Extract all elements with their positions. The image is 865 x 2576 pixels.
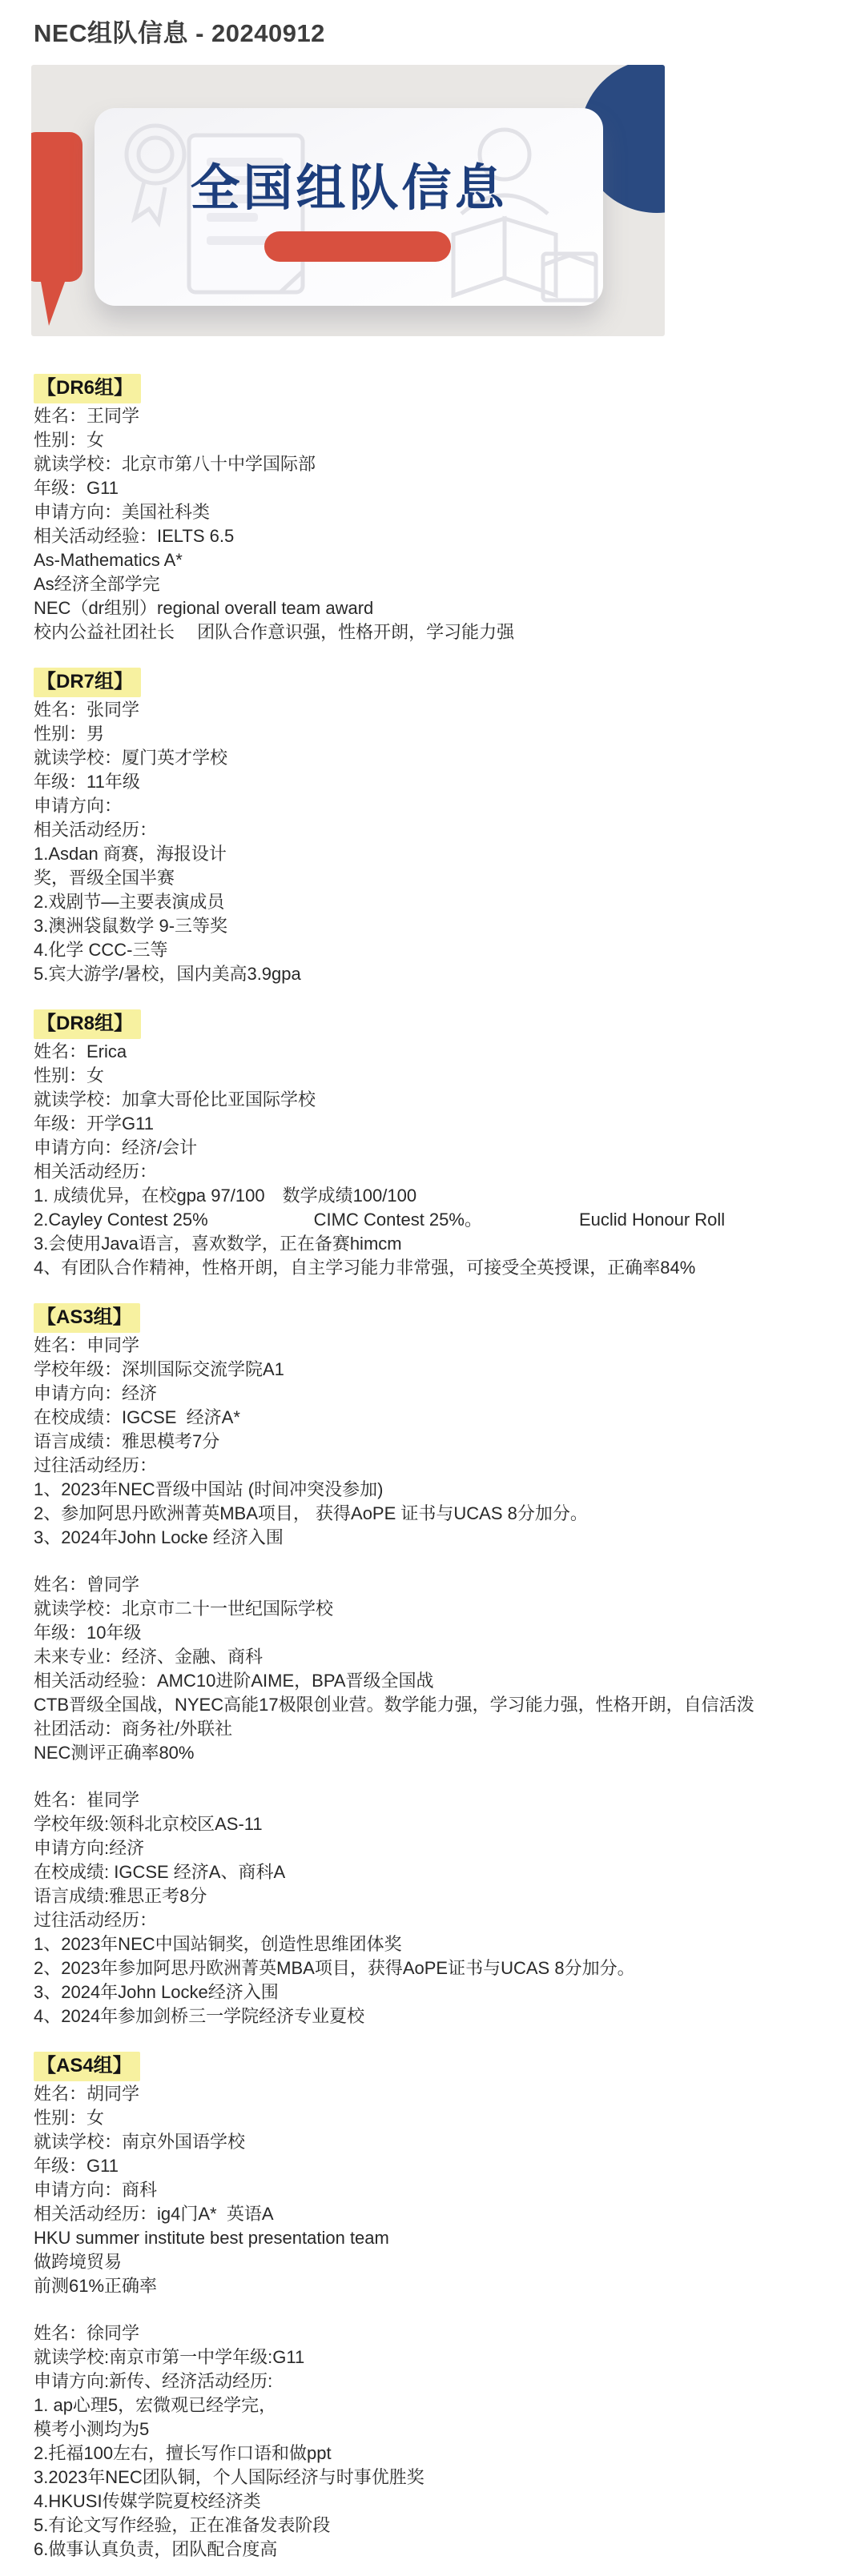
text-line: 1. ap心理5，宏微观已经学完， (34, 2395, 277, 2415)
text-line: 性别：女 (34, 430, 105, 450)
student-block (34, 1334, 835, 1550)
group-header: 【AS3组】 (34, 1303, 140, 1333)
banner-card (95, 108, 603, 306)
text-line: 申请方向：经济/会计 (34, 1138, 198, 1158)
group-header-line (34, 668, 835, 697)
text-line: 3.澳洲袋鼠数学 9-三等奖 (34, 916, 228, 936)
text-line: 3.2023年NEC团队铜，个人国际经济与时事优胜奖 (34, 2467, 424, 2487)
text-line: 姓名：Erica (34, 1041, 127, 1061)
group-header-line (34, 2052, 835, 2081)
student-block (34, 2082, 835, 2298)
text-line: 就读学校：厦门英才学校 (34, 748, 228, 768)
text-line: 4.HKUSI传媒学院夏校经济类 (34, 2491, 261, 2511)
text-line: 姓名：胡同学 (34, 2084, 140, 2104)
text-line: 模考小测均为5 (34, 2419, 150, 2439)
text-line: 就读学校：南京外国语学校 (34, 2132, 246, 2152)
text-line: 3.会使用Java语言，喜欢数学，正在备赛himcm (34, 1234, 402, 1254)
text-line: 相关活动经历：ig4门A* 英语A (34, 2204, 274, 2224)
group-header: 【DR8组】 (34, 1009, 141, 1039)
text-line: NEC测评正确率80% (34, 1743, 195, 1763)
student-block (34, 1788, 835, 2028)
text-line: 语言成绩：雅思模考7分 (34, 1431, 220, 1451)
text-line: 5.宾大游学/暑校，国内美高3.9gpa (34, 964, 301, 984)
text-line: 4、2024年参加剑桥三一学院经济专业夏校 (34, 2006, 365, 2026)
text-line: 年级：10年级 (34, 1623, 142, 1643)
red-speech-bubble-icon (31, 132, 82, 326)
text-line: 5.有论文写作经验，正在准备发表阶段 (34, 2515, 331, 2535)
group-section (34, 668, 835, 986)
text-line: 3、2024年John Locke 经济入围 (34, 1527, 284, 1547)
page-title: NEC组队信息 - 20240912 (34, 19, 325, 47)
student-block (34, 404, 835, 644)
text-line: 性别：男 (34, 724, 105, 744)
text-line: 做跨境贸易 (34, 2252, 123, 2272)
text-line: 年级：开学G11 (34, 1113, 154, 1134)
group-header: 【DR6组】 (34, 374, 141, 403)
text-line: 1、2023年NEC中国站铜奖，创造性思维团体奖 (34, 1934, 402, 1954)
student-block (34, 1040, 835, 1280)
student-block (34, 1573, 835, 1765)
text-line: 社团活动：商务社/外联社 (34, 1719, 233, 1739)
text-line: 就读学校：北京市二十一世纪国际学校 (34, 1599, 334, 1619)
text-line: 就读学校:南京市第一中学年级:G11 (34, 2347, 305, 2367)
group-header-line (34, 1009, 835, 1039)
text-line: 2、2023年参加阿思丹欧洲菁英MBA项目，获得AoPE证书与UCAS 8分加分。 (34, 1958, 635, 1978)
text-line: 1.Asdan 商赛，海报设计 (34, 844, 227, 864)
text-line: 相关活动经历： (34, 820, 158, 840)
text-line: NEC（dr组别）regional overall team award (34, 598, 374, 618)
red-underline-bar (264, 231, 451, 262)
text-line: CTB晋级全国战，NYEC高能17极限创业营。数学能力强，学习能力强，性格开朗，自信活泼 (34, 1695, 754, 1715)
group-header: 【DR7组】 (34, 668, 141, 697)
text-line: 4.化学 CCC-三等 (34, 940, 168, 960)
text-line: 申请方向： (34, 796, 123, 816)
text-line: 2.戏剧节—主要表演成员 (34, 892, 225, 912)
text-line: As经济全部学完 (34, 574, 160, 594)
text-line: 6.做事认真负责，团队配合度高 (34, 2539, 278, 2559)
group-section (34, 1303, 835, 2028)
text-line: 相关活动经验：IELTS 6.5 (34, 526, 235, 546)
text-line: 就读学校：加拿大哥伦比亚国际学校 (34, 1089, 316, 1109)
text-line: 相关活动经验：AMC10进阶AIME，BPA晋级全国战 (34, 1671, 434, 1691)
text-line: 语言成绩:雅思正考8分 (34, 1886, 207, 1906)
text-line: 在校成绩: IGCSE 经济A、商科A (34, 1862, 286, 1882)
banner-title: 全国组队信息 (190, 161, 508, 216)
text-line: 申请方向：商科 (34, 2180, 158, 2200)
text-line: 申请方向:新传、经济活动经历: (34, 2371, 273, 2391)
text-line: 未来专业：经济、金融、商科 (34, 1647, 264, 1667)
text-line: 2.Cayley Contest 25% CIMC Contest 25%。 Euclid Honour Roll (34, 1210, 726, 1230)
text-line: As-Mathematics A* (34, 550, 183, 570)
text-line: 过往活动经历： (34, 1455, 158, 1475)
text-line: 2.托福100左右，擅长写作口语和做ppt (34, 2443, 332, 2463)
text-line: HKU summer institute best presentation team (34, 2228, 389, 2248)
text-line: 性别：女 (34, 2108, 105, 2128)
text-line: 3、2024年John Locke经济入围 (34, 1982, 279, 2002)
text-line: 4、有团队合作精神，性格开朗，自主学习能力非常强，可接受全英授课，正确率84% (34, 1258, 696, 1278)
group-header-line (34, 1303, 835, 1333)
text-line: 在校成绩：IGCSE 经济A* (34, 1407, 240, 1427)
group-section (34, 1009, 835, 1280)
text-line: 姓名：申同学 (34, 1335, 140, 1355)
text-line: 就读学校：北京市第八十中学国际部 (34, 454, 316, 474)
text-line: 前测61%正确率 (34, 2276, 158, 2296)
group-section (34, 2052, 835, 2562)
text-line: 2、参加阿思丹欧洲菁英MBA项目， 获得AoPE 证书与UCAS 8分加分。 (34, 1503, 588, 1523)
group-header: 【AS4组】 (34, 2052, 140, 2081)
text-line: 姓名：王同学 (34, 406, 140, 426)
text-line: 年级：G11 (34, 2156, 119, 2176)
text-line: 申请方向:经济 (34, 1838, 145, 1858)
text-line: 申请方向：经济 (34, 1383, 158, 1403)
group-header-line (34, 374, 835, 403)
group-section (34, 374, 835, 644)
text-line: 相关活动经历： (34, 1162, 158, 1182)
text-line: 性别：女 (34, 1065, 105, 1085)
text-line: 校内公益社团社长 团队合作意识强，性格开朗，学习能力强 (34, 622, 515, 642)
text-line: 学校年级:领科北京校区AS-11 (34, 1814, 263, 1834)
student-block (34, 698, 835, 986)
text-line: 1. 成绩优异，在校gpa 97/100 数学成绩100/100 (34, 1186, 417, 1206)
text-line: 姓名：崔同学 (34, 1790, 140, 1810)
text-line: 过往活动经历： (34, 1910, 158, 1930)
text-line: 姓名：张同学 (34, 700, 140, 720)
content (34, 374, 835, 2576)
student-block (34, 2321, 835, 2562)
text-line: 学校年级：深圳国际交流学院A1 (34, 1359, 284, 1379)
text-line: 奖，晋级全国半赛 (34, 868, 175, 888)
text-line: 姓名：徐同学 (34, 2323, 140, 2343)
text-line: 申请方向：美国社科类 (34, 502, 211, 522)
banner-image (31, 65, 665, 336)
text-line: 姓名：曾同学 (34, 1575, 140, 1595)
text-line: 年级：11年级 (34, 772, 140, 792)
text-line: 1、2023年NEC晋级中国站 (时间冲突没参加) (34, 1479, 384, 1499)
text-line: 年级：G11 (34, 478, 119, 498)
